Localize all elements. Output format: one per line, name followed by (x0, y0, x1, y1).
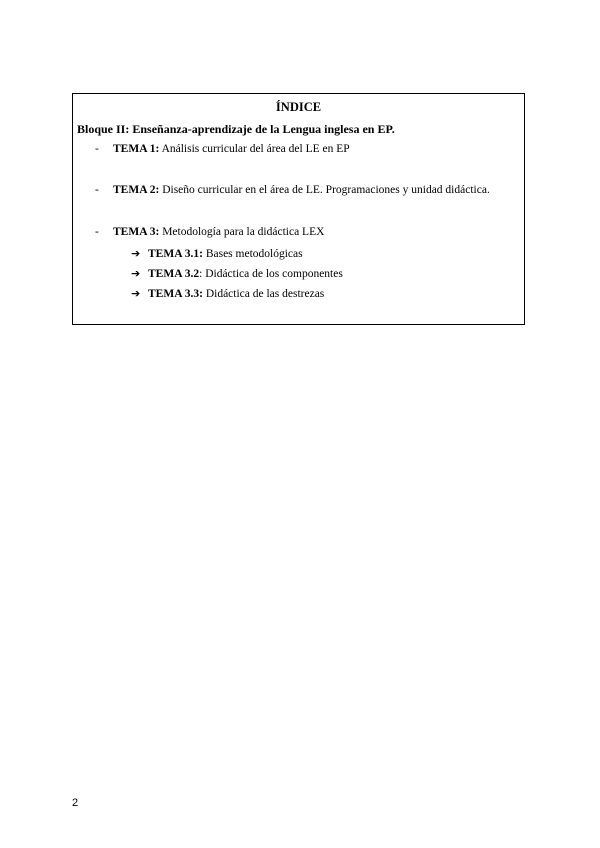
topic-label: TEMA 2: (113, 184, 160, 196)
arrow-right-icon: ➔ (131, 287, 141, 300)
page-number: 2 (72, 797, 79, 809)
topic-3 (95, 226, 324, 238)
subtopic-3-3 (131, 287, 324, 300)
subtopic-label: TEMA 3.1: (148, 248, 203, 260)
dash-bullet: - (95, 184, 99, 196)
subtopic-text: Bases metodológicas (202, 248, 303, 260)
topic-label: TEMA 1: (113, 143, 160, 155)
arrow-right-icon: ➔ (131, 267, 141, 280)
topic-text: Metodología para la didáctica LEX (159, 226, 325, 238)
subtopic-label: TEMA 3.3: (148, 288, 203, 300)
subtopic-3-2 (131, 267, 343, 280)
topic-2 (95, 184, 490, 196)
subtopic-label: TEMA 3.2 (148, 268, 200, 280)
block-title: Bloque II: Enseñanza-aprendizaje de la Lengua inglesa en EP. (77, 122, 395, 136)
subtopic-text: Didáctica de las destrezas (202, 288, 325, 300)
arrow-right-icon: ➔ (131, 247, 141, 260)
topic-text: Diseño curricular en el área de LE. Programaciones y unidad didáctica. (159, 184, 490, 196)
index-box (72, 93, 525, 325)
topic-label: TEMA 3: (113, 226, 160, 238)
index-title: ÍNDICE (275, 100, 322, 114)
dash-bullet: - (95, 143, 99, 155)
topic-1 (95, 143, 350, 155)
subtopic-3-1 (131, 247, 303, 260)
dash-bullet: - (95, 226, 99, 238)
subtopic-text: : Didáctica de los componentes (199, 268, 343, 280)
topic-text: Análisis curricular del área del LE en EP (159, 143, 350, 155)
